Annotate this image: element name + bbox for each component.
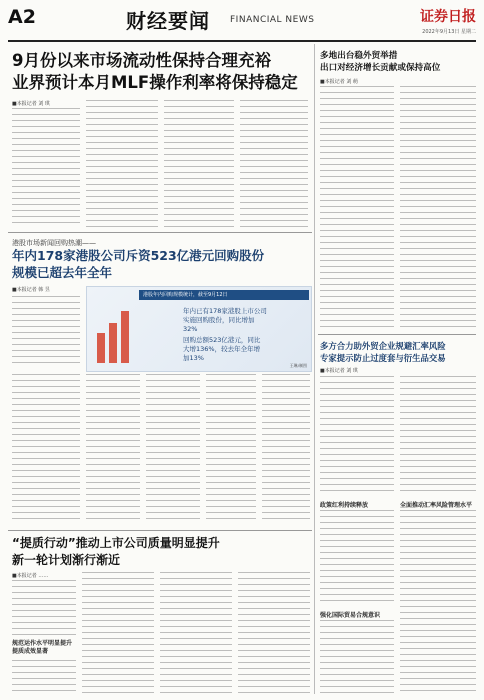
buyback-body-col-5 xyxy=(262,374,310,524)
lead-headline-line-2: 业界预计本月MLF操作利率将保持稳定 xyxy=(12,73,298,92)
quality-body-col-1 xyxy=(12,580,76,636)
trade-byline: ■本报记者 刘 萌 xyxy=(320,79,358,85)
newspaper-logo: 证券日报 xyxy=(420,9,476,25)
fx-body-col-2 xyxy=(400,376,476,496)
quality-body-col-2 xyxy=(82,572,154,694)
infographic-bar xyxy=(121,311,129,363)
section-divider xyxy=(8,232,312,233)
buyback-headline-line-2: 规模已超去年全年 xyxy=(12,265,113,280)
fx-subhead-2: 全面推动汇率风险管理水平 xyxy=(400,502,473,509)
lead-body-col-4 xyxy=(240,100,308,228)
trade-body-col-1 xyxy=(320,86,394,330)
buyback-infographic xyxy=(86,286,312,372)
buyback-body-col-1b xyxy=(12,374,80,524)
lead-body-col-1 xyxy=(12,108,80,228)
lead-headline xyxy=(12,50,312,94)
buyback-kicker: 港股市场新闻回购热潮—— xyxy=(12,239,96,247)
masthead-rule xyxy=(8,40,476,42)
fx-body-col-1 xyxy=(320,376,394,496)
buyback-body-col-2 xyxy=(86,374,140,524)
section-title: 财经要闻 xyxy=(126,9,210,33)
stat-line: 实施回购股份，同比增加 xyxy=(183,316,255,324)
stat-line: 年内已有178家港股上市公司 xyxy=(183,307,267,315)
quality-subhead: 规范运作水平明显提升 提质成效显著 xyxy=(12,640,73,655)
buyback-body-col-3 xyxy=(146,374,200,524)
fx-subhead-1: 政策红利持续释放 xyxy=(320,502,369,509)
fx-byline: ■本报记者 刘 琪 xyxy=(320,368,358,374)
section-title-en: FINANCIAL NEWS xyxy=(230,15,315,25)
infographic-caption: 港股年内回购规模统计，截至9月12日 xyxy=(143,292,228,298)
section-divider xyxy=(8,530,312,531)
stat-line: 加13% xyxy=(183,354,204,362)
fx-body-col-1c xyxy=(320,620,394,694)
quality-body-col-1b xyxy=(12,660,76,694)
trade-headline xyxy=(320,50,476,74)
fx-headline-line-1: 多方合力助外贸企业规避汇率风险 xyxy=(320,341,446,351)
quality-byline: ■本报记者 …… xyxy=(12,573,49,579)
fx-subhead-3: 强化国际贸易合规意识 xyxy=(320,612,381,619)
fx-headline xyxy=(320,340,476,364)
buyback-byline: ■本报记者 韩 昱 xyxy=(12,287,50,293)
quality-headline-line-1: “提质行动”推动上市公司质量明显提升 xyxy=(12,536,220,550)
masthead xyxy=(8,6,476,40)
lead-body-col-2 xyxy=(86,100,158,228)
quality-headline xyxy=(12,535,310,569)
quality-headline-line-2: 新一轮计划渐行渐近 xyxy=(12,553,121,567)
infographic-bar xyxy=(109,323,117,363)
quality-body-col-4 xyxy=(238,572,310,694)
graphic-credit: 王琳/制图 xyxy=(289,363,307,368)
fx-headline-line-2: 专家提示防止过度套与衍生品交易 xyxy=(320,353,446,363)
lead-byline: ■本报记者 刘 琪 xyxy=(12,101,50,107)
fx-body-col-1b xyxy=(320,510,394,606)
section-divider xyxy=(318,334,476,335)
infographic-stats xyxy=(183,307,307,363)
lead-body-col-3 xyxy=(164,100,234,228)
trade-body-col-2 xyxy=(400,86,476,330)
trade-headline-line-2: 出口对经济增长贡献或保持高位 xyxy=(320,63,441,73)
stat-line: 回购总额523亿港元，同比 xyxy=(183,336,261,344)
page-code: A2 xyxy=(8,6,36,28)
buyback-headline-line-1: 年内178家港股公司斥资523亿港元回购股份 xyxy=(12,248,265,263)
stat-line: 大增136%，较去年全年增 xyxy=(183,345,261,353)
infographic-bar xyxy=(97,333,105,363)
lead-headline-line-1: 9月份以来市场流动性保持合理充裕 xyxy=(12,51,271,70)
fx-body-col-2b xyxy=(400,510,476,694)
buyback-body-col-1 xyxy=(12,296,80,368)
trade-headline-line-1: 多地出台稳外贸举措 xyxy=(320,51,398,61)
buyback-body-col-4 xyxy=(206,374,256,524)
stat-line: 32% xyxy=(183,325,198,333)
column-divider xyxy=(314,44,315,694)
buyback-headline xyxy=(12,247,310,281)
dateline: 2022年9月13日 星期二 xyxy=(422,29,476,35)
quality-body-col-3 xyxy=(160,572,232,694)
